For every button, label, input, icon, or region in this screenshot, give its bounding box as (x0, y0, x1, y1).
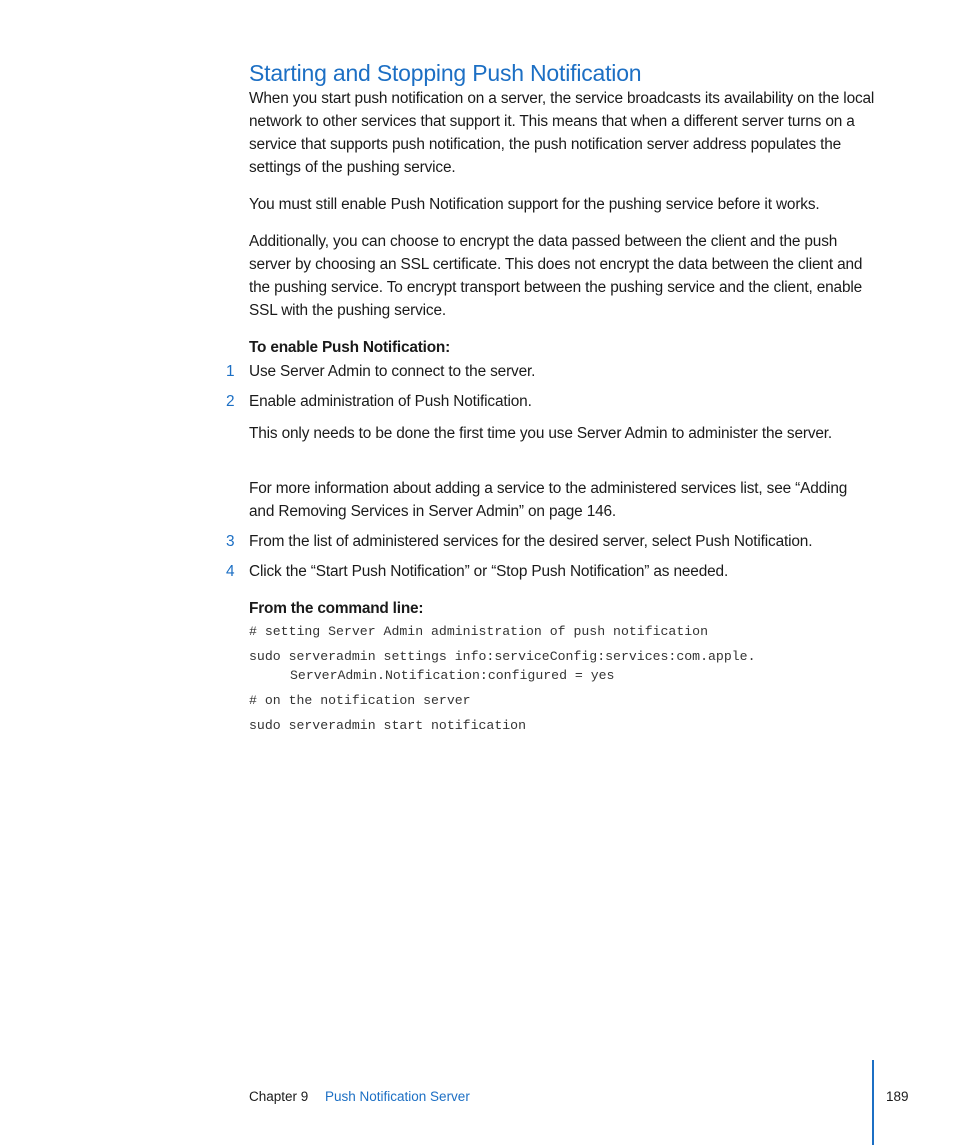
step-3 (226, 530, 886, 553)
page-number: 189 (886, 1089, 909, 1104)
step-number: 3 (226, 533, 235, 550)
command-line-heading: From the command line: (249, 600, 424, 617)
step-2-reference: For more information about adding a service to the administered services list, see “Adding and Removing Services in Server Admin” on page 146. (249, 480, 848, 520)
step-number: 2 (226, 393, 235, 410)
step-4 (226, 560, 886, 583)
code-command: sudo serveradmin start notification (249, 718, 526, 733)
step-text: Enable administration of Push Notification. (249, 393, 532, 410)
section-title: Starting and Stopping Push Notification (249, 60, 642, 86)
step-2-note: This only needs to be done the first time you use Server Admin to administer the server. (249, 425, 833, 442)
code-comment: # on the notification server (249, 693, 471, 708)
footer-section-link[interactable]: Push Notification Server (325, 1089, 470, 1104)
step-text: Use Server Admin to connect to the server. (249, 363, 536, 380)
footer-divider (872, 1060, 874, 1145)
enable-support-paragraph: You must still enable Push Notification support for the pushing service before it works. (249, 196, 820, 213)
intro-paragraph: When you start push notification on a server, the service broadcasts its availability on the local network to other services that support it. This means that when a different server turns on a service that supports push notification, the push notification server address populates the settings of the pushing service. (249, 90, 875, 176)
step-1 (226, 360, 886, 383)
step-number: 1 (226, 363, 235, 380)
step-text: From the list of administered services for the desired server, select Push Notification. (249, 533, 813, 550)
code-comment: # setting Server Admin administration of push notification (249, 624, 708, 639)
ssl-paragraph: Additionally, you can choose to encrypt the data passed between the client and the push server by choosing an SSL certificate. This does not encrypt the data between the client and the pushing service. To encrypt transport between the pushing service and the client, enable SSL with the pushing service. (249, 233, 863, 319)
procedure-heading: To enable Push Notification: (249, 339, 451, 356)
code-command: sudo serveradmin settings info:serviceConfig:services:com.apple. (249, 649, 756, 664)
code-command-continuation: ServerAdmin.Notification:configured = yes (290, 668, 615, 683)
step-2 (226, 390, 886, 413)
footer-chapter: Chapter 9 (249, 1089, 309, 1104)
step-text: Click the “Start Push Notification” or “Stop Push Notification” as needed. (249, 563, 729, 580)
step-number: 4 (226, 563, 235, 580)
